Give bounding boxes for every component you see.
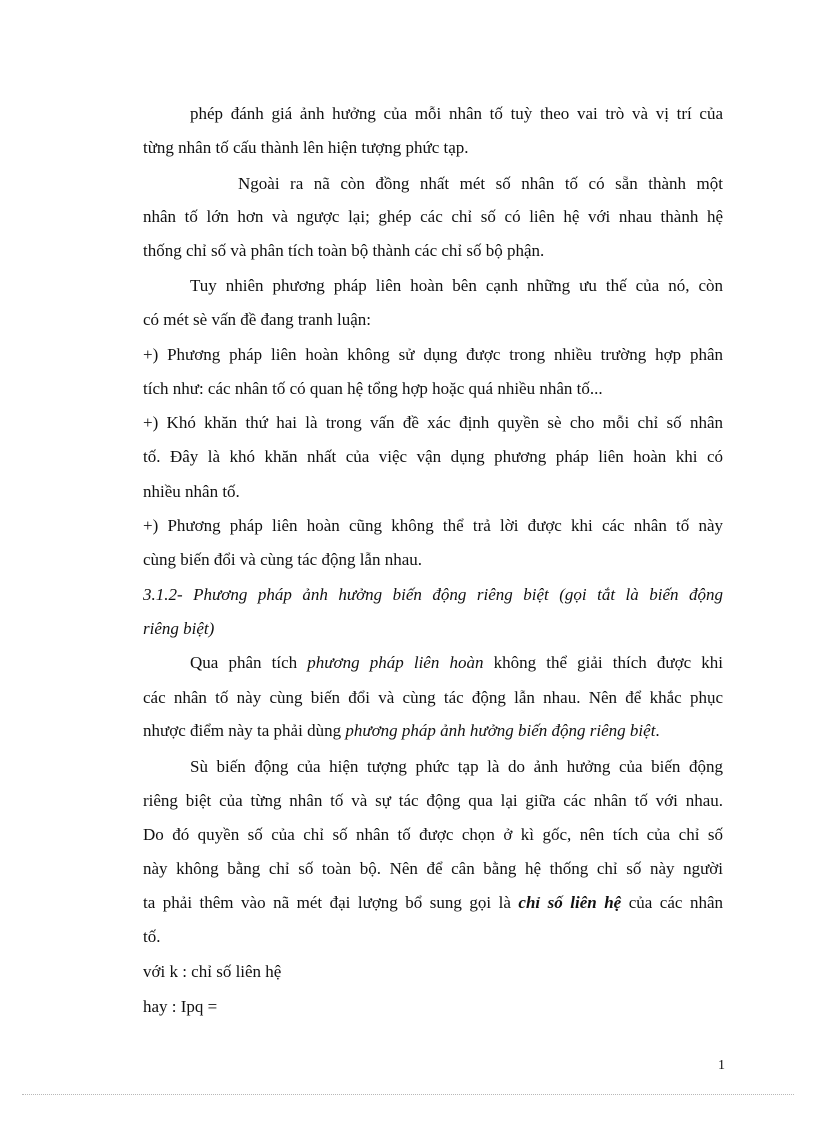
text-line: có mét sè vấn đề đang tranh luận:	[143, 310, 372, 329]
formula-line: hay : Ipq =	[143, 997, 218, 1016]
section-heading: 3.1.2- Phương pháp ảnh hưởng biến động riêng biệt (gọi tắt là biến động	[143, 585, 723, 604]
emphasis-text: phương pháp liên hoàn	[307, 653, 484, 672]
text-line: Tuy nhiên phương pháp liên hoàn bên cạnh những ưu thế của nó, còn	[190, 276, 723, 295]
text-segment: Qua phân tích	[190, 653, 308, 672]
bold-emphasis-text: chỉ số liên hệ	[518, 893, 622, 912]
text-line: nhiều nhân tố.	[143, 482, 240, 501]
text-line: phép đánh giá ảnh hưởng của mỗi nhân tố tuỳ theo vai trò và vị trí của	[190, 104, 723, 123]
text-line: với k : chỉ số liên hệ	[143, 962, 282, 981]
text-line	[143, 893, 723, 913]
section-heading: riêng biệt)	[143, 619, 215, 638]
text-segment: của các nhân	[621, 893, 723, 912]
text-line: +) Phương pháp liên hoàn không sử dụng được trong nhiều trường hợp phân	[143, 345, 723, 364]
text-line: nhân tố lớn hơn và ngược lại; ghép các chỉ số có liên hệ với nhau thành hệ	[143, 207, 723, 226]
footer-divider	[22, 1094, 794, 1095]
text-segment: .	[655, 721, 660, 740]
text-line: riêng biệt của từng nhân tố và sự tác động qua lại giữa các nhân tố với nhau.	[143, 791, 723, 810]
text-line: tích như: các nhân tố có quan hệ tổng hợp hoặc quá nhiều nhân tố...	[143, 379, 603, 398]
text-line: tố.	[143, 927, 161, 946]
emphasis-text: phương pháp ảnh hưởng biến động riêng biệt	[345, 721, 656, 740]
text-line	[190, 653, 723, 673]
text-line: Sù biến động của hiện tượng phức tạp là do ảnh hưởng của biến động	[190, 757, 723, 776]
text-line: +) Khó khăn thứ hai là trong vấn đề xác định quyền sè cho mỗi chỉ số nhân	[143, 413, 723, 432]
text-line: từng nhân tố cấu thành lên hiện tượng phức tạp.	[143, 138, 469, 157]
page-number: 1	[718, 1058, 725, 1073]
text-segment: không thể giải thích được khi	[483, 653, 723, 672]
text-line: Do đó quyền số của chỉ số nhân tố được chọn ở kì gốc, nên tích của chỉ số	[143, 825, 723, 844]
text-line: thống chỉ số và phân tích toàn bộ thành các chỉ số bộ phận.	[143, 241, 545, 260]
text-line: tố. Đây là khó khăn nhất của việc vận dụng phương pháp liên hoàn khi có	[143, 447, 723, 466]
text-segment: nhược điểm này ta phải dùng	[143, 721, 346, 740]
text-line: +) Phương pháp liên hoàn cũng không thể trả lời được khi các nhân tố này	[143, 516, 723, 535]
text-line: Ngoài ra nã còn đồng nhất mét số nhân tố có sẵn thành một	[238, 174, 723, 193]
text-segment: ta phải thêm vào nã mét đại lượng bổ sung gọi là	[143, 893, 519, 912]
text-line: cùng biến đổi và cùng tác động lẫn nhau.	[143, 550, 423, 569]
text-line: này không bằng chỉ số toàn bộ. Nên để cân bằng hệ thống chỉ số này người	[143, 859, 723, 878]
text-line	[143, 721, 723, 741]
text-line: các nhân tố này cùng biến đổi và cùng tác động lẫn nhau. Nên để khắc phục	[143, 688, 723, 707]
